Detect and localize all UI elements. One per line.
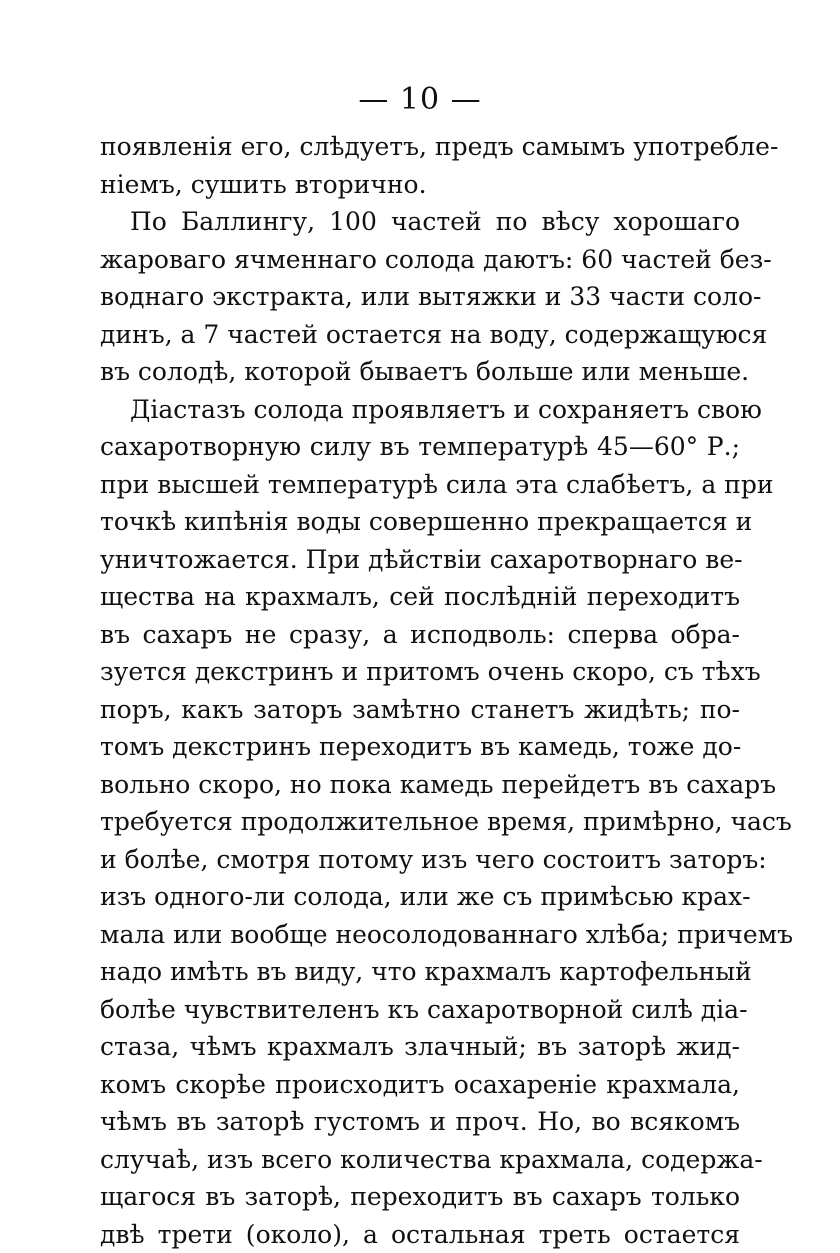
text-line: щества на крахмалъ, сей послѣдній переходитъ (100, 578, 740, 616)
text-line: появленія его, слѣдуетъ, предъ самымъ употребле- (100, 128, 740, 166)
text-line: томъ декстринъ переходитъ въ камедь, тоже до- (100, 728, 740, 766)
text-line: сахаротворную силу въ температурѣ 45—60° Р.; (100, 428, 740, 466)
text-line: щагося въ заторѣ, переходитъ въ сахаръ только (100, 1178, 740, 1216)
text-line: и болѣе, смотря потому изъ чего состоитъ заторъ: (100, 841, 740, 879)
text-line: динъ, а 7 частей остается на воду, содержащуюся (100, 316, 740, 354)
text-line: изъ одного-ли солода, или же съ примѣсью крах- (100, 878, 740, 916)
text-line: болѣе чувствителенъ къ сахаротворной силѣ діа- (100, 991, 740, 1029)
text-line: надо имѣть въ виду, что крахмалъ картофельный (100, 953, 740, 991)
text-line: въ солодѣ, которой бываетъ больше или меньше. (100, 353, 740, 391)
text-line: стаза, чѣмъ крахмалъ злачный; въ заторѣ жид- (100, 1028, 740, 1066)
text-line: требуется продолжительное время, примѣрно, часъ (100, 803, 740, 841)
text-line: ніемъ, сушить вторично. (100, 166, 740, 204)
text-line: воднаго экстракта, или вытяжки и 33 части соло- (100, 278, 740, 316)
text-line: комъ скорѣе происходитъ осахареніе крахмала, (100, 1066, 740, 1104)
paragraph-start-line: По Баллингу, 100 частей по вѣсу хорошаго (100, 203, 740, 241)
text-line: поръ, какъ заторъ замѣтно станетъ жидѣть; по- (100, 691, 740, 729)
text-line: вольно скоро, но пока камедь перейдетъ въ сахаръ (100, 766, 740, 804)
text-line: уничтожается. При дѣйствіи сахаротворнаго ве- (100, 541, 740, 579)
paragraph-start-line: Діастазъ солода проявляетъ и сохраняетъ свою (100, 391, 740, 429)
text-line: зуется декстринъ и притомъ очень скоро, съ тѣхъ (100, 653, 740, 691)
text-line: точкѣ кипѣнія воды совершенно прекращается и (100, 503, 740, 541)
text-line: жароваго ячменнаго солода даютъ: 60 частей без- (100, 241, 740, 279)
text-line: мала или вообще неосолодованнаго хлѣба; причемъ (100, 916, 740, 954)
text-line: при высшей температурѣ сила эта слабѣетъ, а при (100, 466, 740, 504)
text-line: двѣ трети (около), а остальная треть остается (100, 1216, 740, 1253)
text-line: чѣмъ въ заторѣ густомъ и проч. Но, во всякомъ (100, 1103, 740, 1141)
text-line: случаѣ, изъ всего количества крахмала, содержа- (100, 1141, 740, 1179)
page-number: — 10 — (0, 80, 840, 120)
text-line: въ сахаръ не сразу, а исподволь: сперва обра- (100, 616, 740, 654)
body-text (100, 128, 740, 1253)
